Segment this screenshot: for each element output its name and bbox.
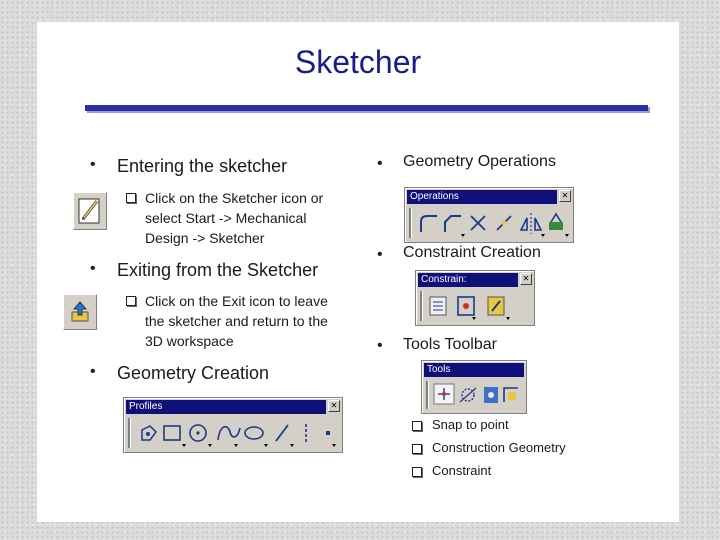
profile-icon[interactable] xyxy=(142,426,156,440)
trim-icon[interactable] xyxy=(471,216,485,230)
bullet-dot: • xyxy=(377,155,383,172)
title-underline xyxy=(85,105,648,111)
sub-bullet-square xyxy=(412,421,422,431)
exit-workbench-icon[interactable] xyxy=(63,294,97,330)
ellipse-icon[interactable] xyxy=(245,427,268,447)
exiting-line-3: 3D workspace xyxy=(145,333,234,349)
exiting-line-1: Click on the Exit icon to leave xyxy=(145,293,328,309)
snap-to-point-icon[interactable] xyxy=(434,384,454,404)
line-icon[interactable] xyxy=(276,425,294,447)
sub-bullet-square xyxy=(126,193,136,203)
tools-item-constraint: Constraint xyxy=(432,463,492,478)
constraint-toolbar-title: Constrain: xyxy=(418,273,518,287)
exiting-text xyxy=(145,291,355,351)
sub-bullet-square xyxy=(412,444,422,454)
bullet-dot: • xyxy=(377,337,383,354)
profiles-toolbar[interactable] xyxy=(123,397,343,453)
close-icon[interactable]: ✕ xyxy=(328,400,340,412)
tools-heading: Tools Toolbar xyxy=(403,336,497,353)
operations-toolbar-title: Operations xyxy=(407,190,557,204)
bullet-dot: • xyxy=(90,156,96,173)
exiting-heading: Exiting from the Sketcher xyxy=(117,260,319,280)
contact-constraint-icon[interactable] xyxy=(488,297,510,320)
toolbar-grip[interactable] xyxy=(409,208,412,238)
operations-toolbar[interactable] xyxy=(404,187,574,243)
operations-heading: Geometry Operations xyxy=(403,153,556,170)
entering-heading: Entering the sketcher xyxy=(117,156,288,176)
tools-item-snap: Snap to point xyxy=(432,417,509,432)
entering-line-2: select Start -> Mechanical xyxy=(145,210,307,226)
constraint-toolbar[interactable] xyxy=(415,270,535,326)
toolbar-grip[interactable] xyxy=(128,418,131,448)
toolbar-grip[interactable] xyxy=(420,291,423,321)
profiles-toolbar-title: Profiles xyxy=(126,400,326,414)
tools-toolbar[interactable] xyxy=(421,360,527,414)
bullet-dot: • xyxy=(90,260,96,277)
entering-line-1: Click on the Sketcher icon or xyxy=(145,190,324,206)
spline-icon[interactable] xyxy=(218,427,240,447)
entering-text xyxy=(145,188,345,248)
tools-toolbar-title: Tools xyxy=(424,363,524,377)
chamfer-icon[interactable] xyxy=(445,216,465,237)
mirror-icon[interactable] xyxy=(521,213,545,237)
close-icon[interactable]: ✕ xyxy=(520,273,532,285)
sub-bullet-square xyxy=(126,296,136,306)
point-icon[interactable] xyxy=(326,431,336,447)
break-icon[interactable] xyxy=(497,216,511,230)
constraint-icon[interactable] xyxy=(458,297,476,320)
toolbar-grip[interactable] xyxy=(426,381,429,409)
geometry-creation-heading: Geometry Creation xyxy=(117,363,270,383)
constraint-heading: Constraint Creation xyxy=(403,244,541,261)
construction-geometry-icon[interactable] xyxy=(460,388,476,402)
sub-bullet-square xyxy=(412,467,422,477)
project-3d-icon[interactable] xyxy=(549,214,569,237)
exiting-line-2: the sketcher and return to the xyxy=(145,313,328,329)
rectangle-icon[interactable] xyxy=(164,426,186,447)
circle-icon[interactable] xyxy=(190,425,212,447)
entering-line-3: Design -> Sketcher xyxy=(145,230,265,246)
constraint-toggle-icon[interactable] xyxy=(484,387,498,403)
close-icon[interactable]: ✕ xyxy=(559,190,571,202)
constraint-dialog-icon[interactable] xyxy=(430,297,446,315)
dimension-constraint-icon[interactable] xyxy=(504,388,518,402)
sketcher-pencil-icon[interactable] xyxy=(73,192,107,230)
slide-title: Sketcher xyxy=(294,44,422,80)
bullet-dot: • xyxy=(377,246,383,263)
bullet-dot: • xyxy=(90,363,96,380)
tools-item-construction: Construction Geometry xyxy=(432,440,566,455)
slide xyxy=(37,22,679,522)
corner-icon[interactable] xyxy=(421,216,437,232)
